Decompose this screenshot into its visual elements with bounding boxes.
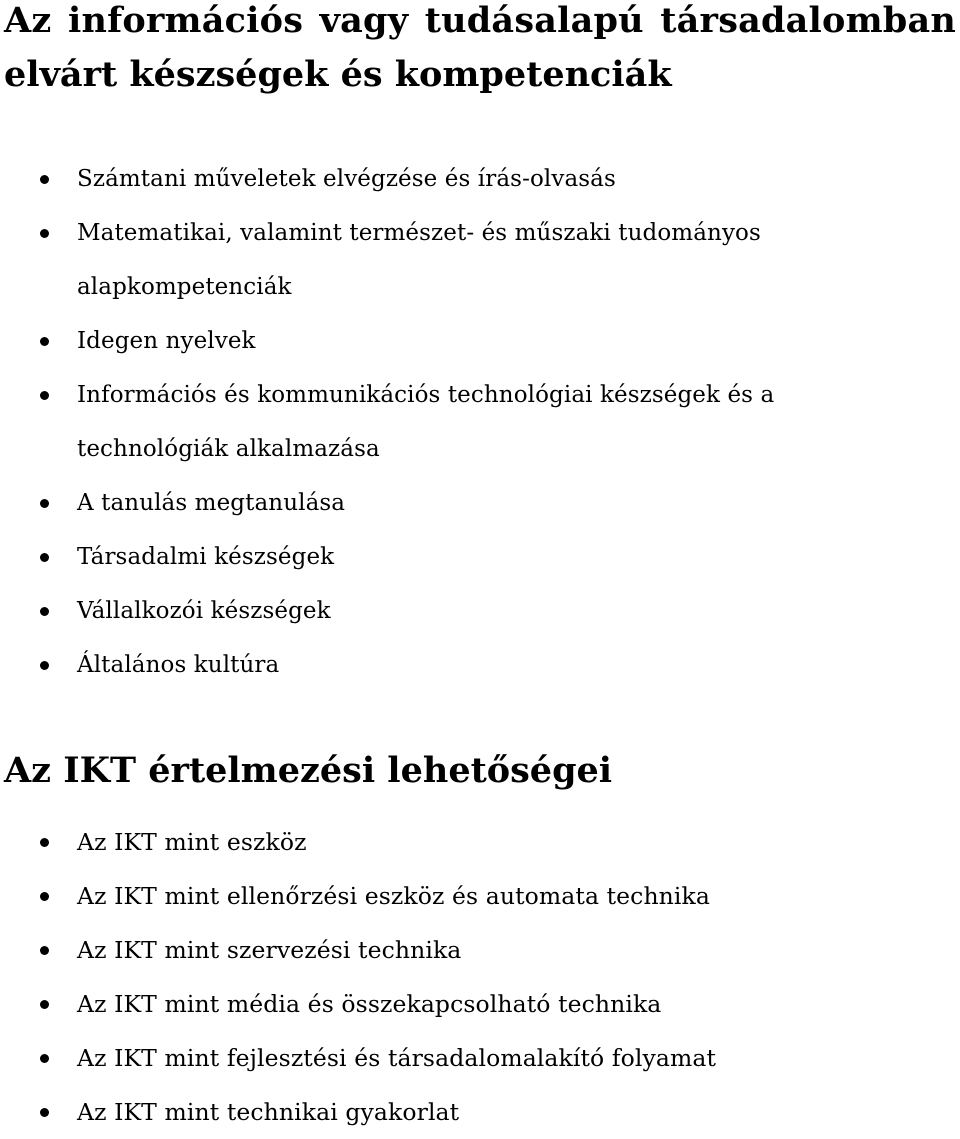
bullet-icon: [40, 1108, 49, 1117]
bullet-icon: [40, 838, 49, 847]
list-item: [0, 476, 960, 530]
bullet-icon: [40, 553, 49, 562]
list-item: [0, 869, 960, 923]
list-item-text: Társadalmi készségek: [77, 544, 335, 570]
list-item-text: Az IKT mint technikai gyakorlat: [77, 1098, 460, 1126]
list-item-text: Idegen nyelvek: [77, 328, 256, 354]
bullet-icon: [40, 607, 49, 616]
list-item-text: Az IKT mint szervezési technika: [77, 936, 462, 964]
section-1-title: [4, 0, 956, 102]
bullet-icon: [40, 337, 49, 346]
list-item-text: Az IKT mint ellenőrzési eszköz és automata technika: [77, 882, 710, 910]
ikt-interpretations-list: [0, 815, 960, 1139]
section-1-title-line-2: elvárt készségek és kompetenciák: [4, 54, 672, 95]
list-item: [0, 1085, 960, 1139]
list-item: [0, 584, 960, 638]
list-item-text: Az IKT mint média és összekapcsolható technika: [77, 990, 662, 1018]
list-item: [0, 206, 837, 314]
bullet-icon: [40, 661, 49, 670]
list-item: [0, 314, 960, 368]
list-item: [0, 638, 960, 692]
bullet-icon: [40, 499, 49, 508]
bullet-icon: [40, 892, 49, 901]
bullet-icon: [40, 175, 49, 184]
section-1-title-line-1: Az információs vagy tudásalapú társadalomban: [4, 0, 956, 41]
bullet-icon: [40, 946, 49, 955]
list-item-text: Az IKT mint fejlesztési és társadalomalakító folyamat: [77, 1044, 717, 1072]
list-item-text: Általános kultúra: [77, 652, 280, 678]
list-item: [0, 923, 960, 977]
list-item-text: Számtani műveletek elvégzése és írás-olvasás: [77, 166, 616, 192]
list-item: [0, 530, 960, 584]
list-item-text: A tanulás megtanulása: [77, 490, 346, 516]
bullet-icon: [40, 1000, 49, 1009]
list-item-text: Vállalkozói készségek: [77, 598, 331, 624]
bullet-icon: [40, 1054, 49, 1063]
bullet-icon: [40, 229, 49, 238]
section-2-title: Az IKT értelmezési lehetőségei: [4, 750, 613, 791]
list-item-text: Matematikai, valamint természet- és műszaki tudományos alapkompetenciák: [77, 220, 761, 300]
bullet-icon: [40, 391, 49, 400]
list-item: [0, 977, 960, 1031]
list-item: [0, 368, 847, 476]
competencies-list: [0, 152, 960, 692]
list-item-text: Információs és kommunikációs technológiai készségek és a technológiák alkalmazása: [77, 382, 775, 462]
list-item: [0, 152, 960, 206]
list-item-text: Az IKT mint eszköz: [77, 828, 307, 856]
list-item: [0, 1031, 960, 1085]
list-item: [0, 815, 960, 869]
